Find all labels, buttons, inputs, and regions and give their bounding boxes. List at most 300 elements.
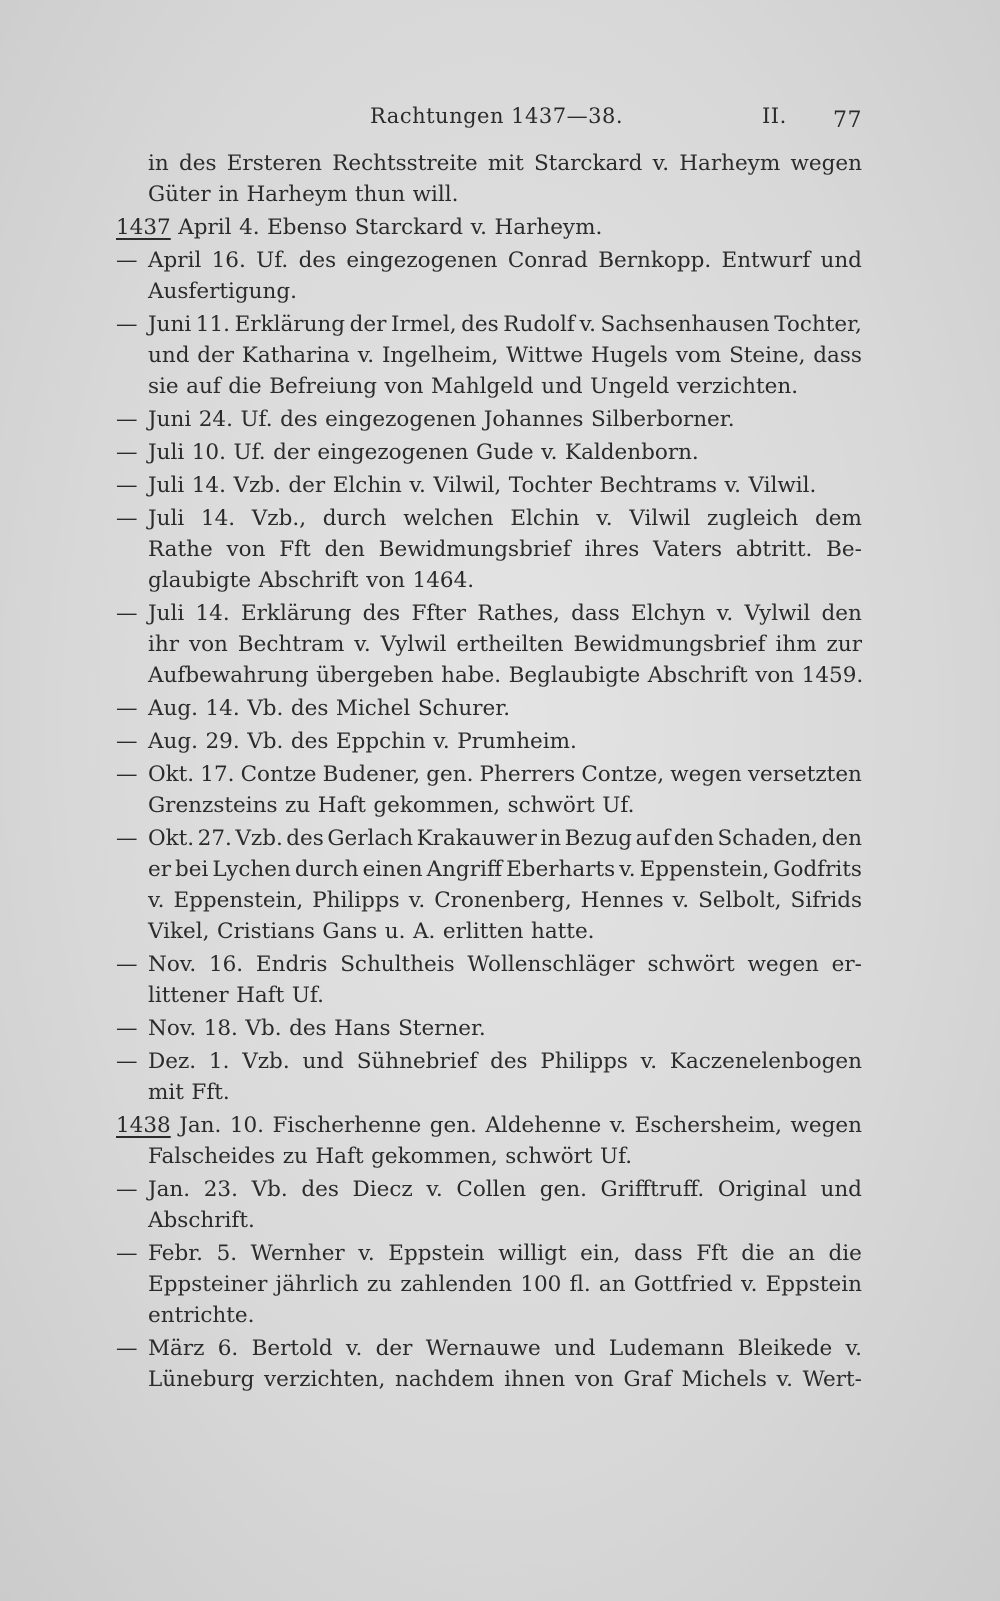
- word: von: [574, 1367, 614, 1392]
- word: Gude: [476, 440, 534, 465]
- indent: —: [116, 248, 138, 273]
- word: entrichte.: [148, 1303, 255, 1328]
- word: Bezug: [564, 826, 633, 851]
- word: Bechtrams: [599, 473, 718, 498]
- word: und: [541, 374, 583, 399]
- line-content: [148, 1013, 862, 1044]
- text-line: [116, 565, 862, 596]
- register-entry: [116, 245, 862, 307]
- word: v.: [345, 1336, 363, 1361]
- indent: [116, 276, 148, 307]
- word: Katharina: [241, 343, 350, 368]
- word: nachdem: [395, 1367, 495, 1392]
- word: Rechtsstreite: [332, 151, 478, 176]
- word: eingezogenen: [325, 407, 477, 432]
- word: Abschrift: [647, 663, 748, 688]
- word: Conrad: [507, 248, 588, 273]
- word: Diecz: [352, 1177, 413, 1202]
- line-content: [148, 1238, 862, 1269]
- word: Uf.: [602, 793, 635, 818]
- line-content: [148, 404, 862, 435]
- word: Collen: [456, 1177, 527, 1202]
- word: Philipps: [312, 888, 400, 913]
- word: Vilwil: [629, 506, 691, 531]
- section-number: II.: [762, 104, 787, 128]
- text-line: [116, 340, 862, 371]
- word: Bechtram: [237, 632, 345, 657]
- word: Nov.: [148, 952, 197, 977]
- word: Ausfertigung.: [148, 279, 297, 304]
- word: Juni: [148, 312, 192, 337]
- register-entry: [116, 1174, 862, 1236]
- line-content: [148, 1300, 862, 1331]
- indent: —: [116, 952, 138, 977]
- text-line: [116, 1046, 862, 1077]
- text-line: [116, 1364, 862, 1395]
- text-line: [116, 404, 862, 435]
- word: Cronenberg,: [434, 888, 572, 913]
- word: ihres: [584, 537, 640, 562]
- line-content: [148, 916, 862, 947]
- indent: [116, 148, 148, 179]
- word: des: [290, 696, 329, 721]
- word: Entwurf: [721, 248, 811, 273]
- register-entry: [116, 470, 862, 501]
- text-line: [116, 245, 862, 276]
- word: mit: [148, 1080, 184, 1105]
- word: Aldehenne: [485, 1113, 602, 1138]
- word: 16.: [208, 952, 244, 977]
- text-line: [116, 1300, 862, 1331]
- word: Eppstein: [765, 1272, 862, 1297]
- word: Hennes: [580, 888, 664, 913]
- word: Vzb.: [242, 1049, 290, 1074]
- text-line: [116, 437, 862, 468]
- word: des: [290, 729, 329, 754]
- word: Graf: [623, 1367, 672, 1392]
- line-content: [148, 276, 862, 307]
- word: Eschersheim,: [634, 1113, 782, 1138]
- text-line: [116, 854, 862, 885]
- word: Tochter,: [774, 312, 862, 337]
- line-content: [116, 1110, 862, 1141]
- word: Ffter: [411, 601, 466, 626]
- word: er-: [831, 952, 862, 977]
- word: verzichten,: [264, 1367, 386, 1392]
- word: Vb.: [245, 1016, 282, 1041]
- running-title: Rachtungen 1437—38.: [370, 104, 623, 128]
- word: und: [820, 1177, 862, 1202]
- text-line: [116, 790, 862, 821]
- word: 24.: [198, 407, 233, 432]
- indent: [116, 980, 148, 1011]
- word: Elchin: [510, 506, 580, 531]
- word: Harheym.: [494, 215, 603, 240]
- word: Grenzsteins: [148, 793, 278, 818]
- word: den: [324, 537, 365, 562]
- word: Schaden,: [717, 826, 819, 851]
- line-content: [148, 565, 862, 596]
- text-line: [116, 1333, 862, 1364]
- indent: [116, 1269, 148, 1300]
- line-content: [148, 823, 862, 854]
- word: Harheym: [679, 151, 781, 176]
- indent: [116, 565, 148, 596]
- word: der: [288, 473, 326, 498]
- word: und: [302, 1049, 344, 1074]
- word: Uf.: [240, 407, 273, 432]
- word: Aug.: [148, 729, 198, 754]
- word: Irmel,: [390, 312, 457, 337]
- word: Steine,: [729, 343, 806, 368]
- word: Michel: [335, 696, 411, 721]
- word: wegen: [790, 1113, 862, 1138]
- indent: [116, 916, 148, 947]
- word: v.: [716, 601, 734, 626]
- word: an: [598, 1272, 626, 1297]
- word: und: [820, 248, 862, 273]
- word: gen.: [429, 1113, 477, 1138]
- word: 1.: [208, 1049, 230, 1074]
- register-entry: [116, 1238, 862, 1331]
- line-content: [148, 726, 862, 757]
- line-content: [148, 371, 862, 402]
- word: schwört: [507, 793, 595, 818]
- word: erlitten: [442, 919, 524, 944]
- register-entry: [116, 148, 862, 210]
- word: 1459.: [801, 663, 864, 688]
- word: des: [490, 1049, 528, 1074]
- word: Uf.: [291, 983, 324, 1008]
- indent: —: [116, 1241, 138, 1266]
- register-entry: [116, 437, 862, 468]
- word: ertheilten: [456, 632, 564, 657]
- word: schwört: [505, 1144, 593, 1169]
- indent: —: [116, 312, 138, 337]
- word: dass: [571, 601, 620, 626]
- word: gekommen,: [371, 1144, 498, 1169]
- word: eingezogenen: [346, 248, 498, 273]
- word: Haft: [315, 1144, 364, 1169]
- word: Kaldenborn.: [565, 440, 699, 465]
- word: Vylwil: [744, 601, 811, 626]
- word: v.: [148, 888, 165, 913]
- word: zur: [826, 632, 862, 657]
- word: v.: [740, 1272, 758, 1297]
- word: Ungeld: [590, 374, 670, 399]
- word: v.: [426, 1177, 443, 1202]
- word: wegen: [790, 151, 862, 176]
- word: Bewidmungsbrief: [573, 632, 766, 657]
- word: März: [148, 1336, 205, 1361]
- indent: [116, 1141, 148, 1172]
- word: 6.: [217, 1336, 239, 1361]
- line-content: [148, 1269, 862, 1300]
- word: Eberharts: [506, 857, 616, 882]
- line-content: [148, 693, 862, 724]
- word: des: [178, 151, 217, 176]
- word: und: [554, 1336, 596, 1361]
- text-line: [116, 179, 862, 210]
- word: gen.: [426, 762, 474, 787]
- word: Endris: [255, 952, 328, 977]
- word: Bernkopp.: [598, 248, 712, 273]
- word: Wittwe: [506, 343, 584, 368]
- word: Gottfried: [633, 1272, 733, 1297]
- text-line: [116, 598, 862, 629]
- word: in: [540, 826, 562, 851]
- word: 29.: [205, 729, 240, 754]
- word: bei: [174, 857, 209, 882]
- word: Uf.: [256, 248, 289, 273]
- indent: [116, 1077, 148, 1108]
- word: Vb.: [247, 729, 284, 754]
- line-content: [148, 179, 862, 210]
- word: Wert-: [802, 1367, 862, 1392]
- word: 14.: [191, 473, 226, 498]
- line-content: [148, 980, 862, 1011]
- indent: [116, 854, 148, 885]
- word: auf: [186, 374, 221, 399]
- word: einen: [362, 857, 423, 882]
- word: Vzb.,: [251, 506, 307, 531]
- register-entry: [116, 1110, 862, 1172]
- word: Wollenschläger: [467, 952, 635, 977]
- text-line: [116, 503, 862, 534]
- word: Beglaubigte: [508, 663, 641, 688]
- word: v.: [724, 473, 741, 498]
- word: Vilwil.: [748, 473, 817, 498]
- word: in: [218, 182, 239, 207]
- word: Bertold: [251, 1336, 333, 1361]
- word: Rathes,: [477, 601, 560, 626]
- word: Selbolt,: [698, 888, 782, 913]
- word: Okt.: [148, 762, 195, 787]
- register-entry: [116, 949, 862, 1011]
- word: Hugels: [590, 343, 668, 368]
- register-entry: [116, 1333, 862, 1395]
- word: Michels: [681, 1367, 767, 1392]
- word: v.: [470, 215, 487, 240]
- indent: —: [116, 1049, 138, 1074]
- word: v.: [541, 440, 558, 465]
- word: Tochter: [508, 473, 592, 498]
- word: v.: [596, 506, 613, 531]
- word: v.: [408, 888, 426, 913]
- word: dass: [633, 1241, 683, 1266]
- word: Eppenstein,: [173, 888, 304, 913]
- indent: [116, 790, 148, 821]
- word: Bleikede: [737, 1336, 833, 1361]
- line-content: [148, 437, 862, 468]
- line-content: [148, 340, 862, 371]
- word: zahlenden: [400, 1272, 513, 1297]
- word: 27.: [197, 826, 232, 851]
- line-content: [148, 854, 862, 885]
- text-line: [116, 1269, 862, 1300]
- word: abtritt.: [735, 537, 813, 562]
- word: von: [755, 663, 795, 688]
- word: Eppsteiner: [148, 1272, 268, 1297]
- word: 4.: [239, 215, 260, 240]
- word: auf: [635, 826, 671, 851]
- word: u.: [384, 919, 406, 944]
- word: dass: [813, 343, 862, 368]
- word: Be-: [826, 537, 862, 562]
- word: habe.: [441, 663, 502, 688]
- word: Hans: [334, 1016, 391, 1041]
- word: Sifrids: [790, 888, 862, 913]
- word: ein,: [580, 1241, 621, 1266]
- word: Sühnebrief: [356, 1049, 478, 1074]
- word: v.: [619, 857, 636, 882]
- indent: —: [116, 762, 138, 787]
- page-header: [116, 100, 862, 140]
- word: Schurer.: [417, 696, 511, 721]
- text-line: [116, 885, 862, 916]
- word: gekommen,: [373, 793, 501, 818]
- indent: [116, 1205, 148, 1236]
- text-line: [116, 916, 862, 947]
- word: Godfrits: [773, 857, 862, 882]
- word: Jan.: [179, 1113, 222, 1138]
- word: zu: [282, 1144, 308, 1169]
- word: 17.: [200, 762, 235, 787]
- word: 100: [520, 1272, 562, 1297]
- word: Contze,: [581, 762, 665, 787]
- word: Uf.: [599, 1144, 633, 1169]
- text-line: [116, 1077, 862, 1108]
- register-entry: [116, 598, 862, 691]
- word: Okt.: [148, 826, 195, 851]
- word: April: [148, 248, 202, 273]
- line-content: [148, 470, 862, 501]
- word: der: [197, 343, 235, 368]
- word: von: [188, 632, 228, 657]
- word: Befreiung: [269, 374, 378, 399]
- register-entry: [116, 693, 862, 724]
- indent: —: [116, 696, 138, 721]
- word: Bewidmungsbrief: [378, 537, 571, 562]
- indent: —: [116, 826, 138, 851]
- word: durch: [322, 506, 387, 531]
- word: Grifftruff.: [600, 1177, 705, 1202]
- word: den: [673, 826, 715, 851]
- word: thun: [354, 182, 406, 207]
- word: 10.: [191, 440, 226, 465]
- word: Lüneburg: [148, 1367, 255, 1392]
- word: v.: [354, 632, 371, 657]
- text-line: [116, 823, 862, 854]
- word: 5.: [216, 1241, 238, 1266]
- register-entry: [116, 503, 862, 596]
- text-line: [116, 470, 862, 501]
- indent: [116, 1364, 148, 1395]
- text-line: [116, 1141, 862, 1172]
- word: welchen: [403, 506, 494, 531]
- line-content: [148, 245, 862, 276]
- word: gen.: [539, 1177, 587, 1202]
- indent: —: [116, 1177, 138, 1202]
- register-entry: [116, 1046, 862, 1108]
- word: 23.: [203, 1177, 238, 1202]
- word: des: [298, 248, 337, 273]
- indent: —: [116, 506, 138, 531]
- word: v.: [652, 151, 670, 176]
- word: will.: [412, 182, 459, 207]
- word: v.: [776, 1367, 793, 1392]
- text-line: [116, 276, 862, 307]
- word: Uf.: [233, 440, 266, 465]
- indent: [116, 371, 148, 402]
- word: Ersteren: [226, 151, 322, 176]
- text-line: [116, 629, 862, 660]
- word: Ebenso: [267, 215, 348, 240]
- register-entry: [116, 823, 862, 947]
- word: Juli: [148, 440, 185, 465]
- text-line: [116, 148, 862, 179]
- line-content: [148, 1174, 862, 1205]
- word: Schultheis: [340, 952, 455, 977]
- text-line: [116, 371, 862, 402]
- line-content: [148, 759, 862, 790]
- word: Güter: [148, 182, 211, 207]
- text-line: [116, 660, 862, 691]
- word: Juli: [148, 473, 185, 498]
- word: der: [349, 312, 387, 337]
- line-content: [148, 534, 862, 565]
- line-content: [116, 212, 862, 243]
- word: des: [362, 601, 401, 626]
- word: Haft: [317, 793, 366, 818]
- word: willigt: [498, 1241, 567, 1266]
- word: v.: [358, 1241, 375, 1266]
- word: Cristians: [217, 919, 315, 944]
- text-line: [116, 1110, 862, 1141]
- word: ihr: [148, 632, 180, 657]
- word: Sterner.: [398, 1016, 486, 1041]
- line-content: [148, 885, 862, 916]
- word: des: [280, 407, 318, 432]
- text-line: [116, 726, 862, 757]
- word: Aug.: [148, 696, 198, 721]
- word: v.: [672, 888, 690, 913]
- word: und: [148, 343, 190, 368]
- word: Original: [717, 1177, 807, 1202]
- word: A.: [412, 919, 436, 944]
- word: des: [286, 826, 324, 851]
- text-line: [116, 980, 862, 1011]
- word: zu: [366, 1272, 393, 1297]
- word: Fft: [696, 1241, 728, 1266]
- word: Elchyn: [631, 601, 706, 626]
- text-line: [116, 1013, 862, 1044]
- indent: —: [116, 1016, 138, 1041]
- line-content: [148, 790, 862, 821]
- word: übergeben: [316, 663, 434, 688]
- text-line: [116, 693, 862, 724]
- word: Gerlach: [327, 826, 414, 851]
- word: vom: [675, 343, 722, 368]
- word: Budener,: [322, 762, 421, 787]
- word: Febr.: [148, 1241, 203, 1266]
- word: v.: [357, 343, 375, 368]
- word: zu: [285, 793, 311, 818]
- word: Abschrift: [258, 568, 359, 593]
- word: Vylwil: [380, 632, 447, 657]
- word: an: [788, 1241, 815, 1266]
- indent: [116, 885, 148, 916]
